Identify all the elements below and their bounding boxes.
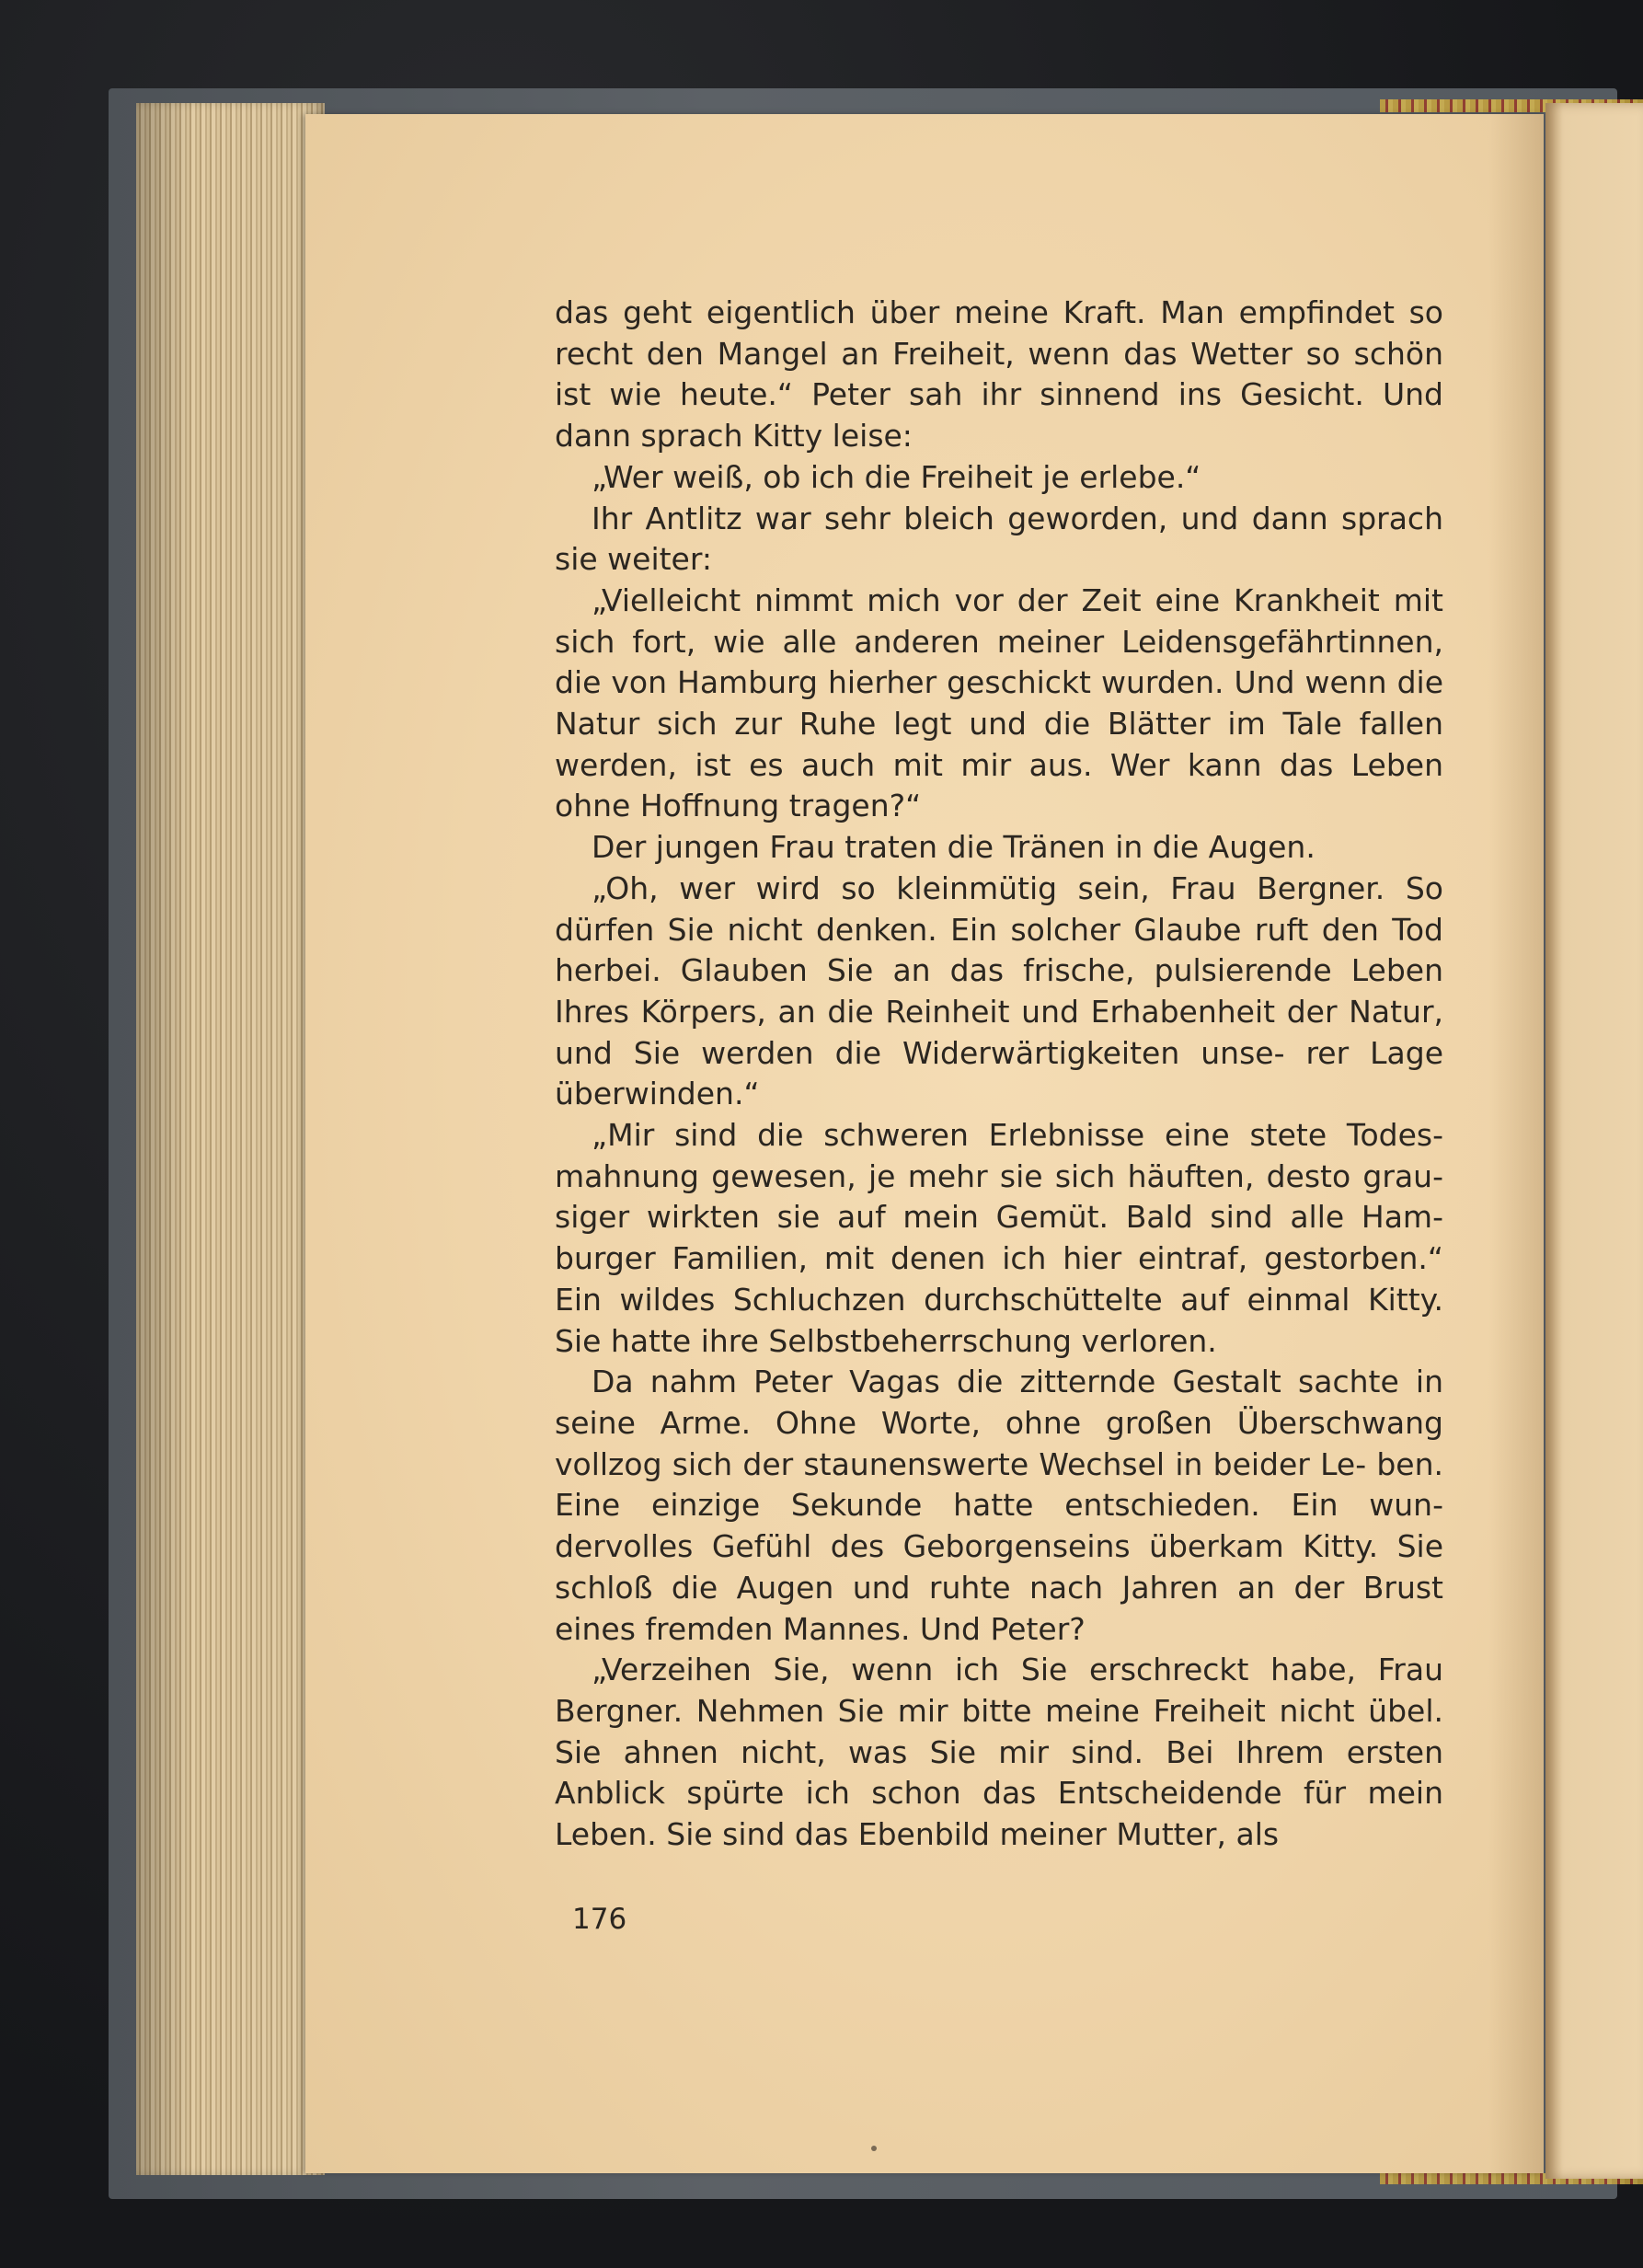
paragraph: „Wer weiß, ob ich die Freiheit je erlebe.“ xyxy=(592,458,1201,495)
paragraph: Ihr Antlitz war sehr bleich geworden, und dann sprach sie weiter: xyxy=(555,500,1443,578)
gutter-shadow xyxy=(1488,114,1544,2173)
paragraph: „Mir sind die schweren Erlebnisse eine stete Todes- mahnung gewesen, je mehr sie sich häuften, desto grau- siger wirkten sie auf mein Gemüt. Bald sind alle Ham- burger Familien, mit denen ich hier eintraf, gestorben.“ Ein wildes Schluchzen durchschüttelte auf einmal Kitty. Sie hatte ihre Selbstbeherrschung verloren. xyxy=(555,1117,1443,1359)
paragraph: „Verzeihen Sie, wenn ich Sie erschreckt habe, Frau Bergner. Nehmen Sie mir bitte meine Freiheit nicht übel. Sie ahnen nicht, was Sie mir sind. Bei Ihrem ersten Anblick spürte ich schon das Entscheidende für mein Leben. Sie sind das Ebenbild meiner Mutter, als xyxy=(555,1652,1443,1853)
page-number: 176 xyxy=(572,1903,627,1936)
paragraph: „Oh, wer wird so kleinmütig sein, Frau Bergner. So dürfen Sie nicht denken. Ein solcher Glaube ruft den Tod herbei. Glauben Sie an das frische, pulsierende Leben Ihres Körpers, an die Reinheit und Erhabenheit der Natur, und Sie werden die Widerwärtigkeiten unse- rer Lage überwinden.“ xyxy=(555,869,1443,1112)
paper-speck xyxy=(871,2146,877,2151)
paragraph: Da nahm Peter Vagas die zitternde Gestalt sachte in seine Arme. Ohne Worte, ohne großen Überschwang vollzog sich der staunenswerte Wechsel in beider Le- ben. Eine einzige Sekunde hatte entschieden. Ein wun- dervolles Gefühl des Geborgenseins überkam Kitty. Sie schloß die Augen und ruhte nach Jahren an der Brust eines fremden Mannes. Und Peter? xyxy=(555,1364,1443,1647)
paragraph: das geht eigentlich über meine Kraft. Man empfindet so recht den Mangel an Freiheit, wenn das Wetter so schön ist wie heute.“ Peter sah ihr sinnend ins Gesicht. Und dann sprach Kitty leise: xyxy=(555,294,1443,455)
paragraph: Der jungen Frau traten die Tränen in die Augen. xyxy=(592,829,1316,866)
paragraph: „Vielleicht nimmt mich vor der Zeit eine Krankheit mit sich fort, wie alle anderen meiner Leidensgefährtinnen, die von Hamburg hierher geschickt wurden. Und wenn die Natur sich zur Ruhe legt und die Blätter im Tale fallen werden, ist es auch mit mir aus. Wer kann das Leben ohne Hoffnung tragen?“ xyxy=(555,581,1443,824)
page-edges-shade xyxy=(136,103,325,2175)
page-text xyxy=(555,293,1443,1856)
facing-page-edge xyxy=(1545,103,1643,2179)
